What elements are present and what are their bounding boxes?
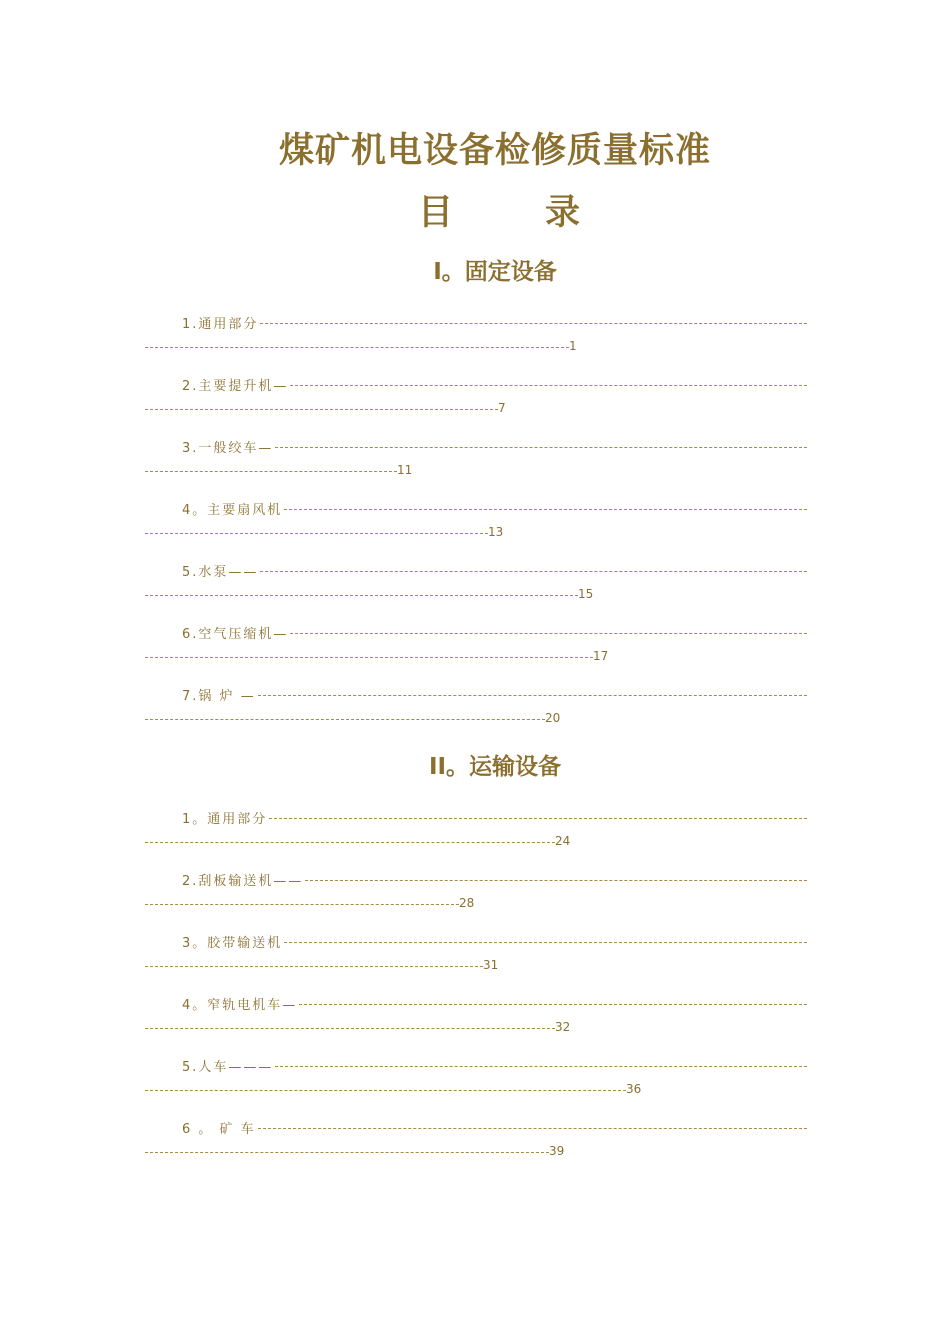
- toc-entry-page: 15: [578, 587, 594, 601]
- toc-entry[interactable]: [145, 311, 807, 361]
- toc-heading: [418, 190, 580, 236]
- dot-leader: [260, 571, 807, 572]
- dot-leader: [258, 1128, 807, 1129]
- toc-entry-label: 1.通用部分: [182, 316, 259, 332]
- toc-entry-label: 3。胶带输送机: [182, 935, 283, 951]
- toc-entry-label: 2.主要提升机—: [182, 378, 289, 394]
- dot-leader: [145, 347, 569, 348]
- dot-leader: [290, 633, 807, 634]
- dot-leader: [284, 942, 807, 943]
- toc-entry[interactable]: [145, 868, 807, 918]
- toc-entry[interactable]: [145, 806, 807, 856]
- dot-leader: [145, 1090, 626, 1091]
- toc-entry-page: 1: [569, 339, 577, 353]
- toc-entry-page: 13: [488, 525, 504, 539]
- dot-leader: [145, 657, 593, 658]
- dot-leader: [260, 323, 807, 324]
- dot-leader: [290, 385, 807, 386]
- toc-entry[interactable]: [145, 992, 807, 1042]
- toc-entry-label: 4。主要扇风机: [182, 502, 283, 518]
- toc-entry-page: 17: [593, 649, 609, 663]
- toc-entry-label: 5.人车———: [182, 1059, 274, 1075]
- dot-leader: [275, 1066, 807, 1067]
- toc-entry-page: 32: [555, 1020, 571, 1034]
- toc-entry[interactable]: [145, 1116, 807, 1166]
- section-title-transport-equipment: II。运输设备: [428, 754, 562, 780]
- toc-entry-label: 3.一般绞车—: [182, 440, 274, 456]
- toc-entry-label: 2.刮板输送机——: [182, 873, 304, 889]
- toc-entry-page: 20: [545, 711, 561, 725]
- toc-entry-label: 1。通用部分: [182, 811, 268, 827]
- dot-leader: [145, 533, 488, 534]
- dot-leader: [284, 509, 807, 510]
- toc-entry[interactable]: [145, 497, 807, 547]
- dot-leader: [299, 1004, 807, 1005]
- toc-entry-page: 36: [626, 1082, 642, 1096]
- toc-heading-char-1: 目: [418, 192, 454, 233]
- toc-entry-page: 31: [483, 958, 499, 972]
- section-title-fixed-equipment: I。固定设备: [433, 259, 557, 285]
- toc-entry[interactable]: [145, 683, 807, 733]
- toc-entry-page: 28: [459, 896, 475, 910]
- toc-entry-label: 7.锅 炉 —: [182, 688, 256, 704]
- toc-entry-page: 24: [555, 834, 571, 848]
- toc-entry-label: 5.水泵——: [182, 564, 259, 580]
- dot-leader: [145, 595, 578, 596]
- dot-leader: [258, 695, 807, 696]
- toc-entry-page: 39: [549, 1144, 565, 1158]
- dot-leader: [305, 880, 807, 881]
- toc-entry-label: 6.空气压缩机—: [182, 626, 289, 642]
- toc-entry[interactable]: [145, 930, 807, 980]
- toc-entry-page: 11: [397, 463, 413, 477]
- toc-entry[interactable]: [145, 373, 807, 423]
- dot-leader: [145, 1152, 549, 1153]
- toc-entry-label: 6 。 矿 车: [182, 1121, 256, 1137]
- dot-leader: [269, 818, 807, 819]
- toc-entry[interactable]: [145, 435, 807, 485]
- document-title: 煤矿机电设备检修质量标准: [278, 130, 711, 171]
- dot-leader: [145, 842, 555, 843]
- dot-leader: [145, 904, 459, 905]
- toc-entry[interactable]: [145, 621, 807, 671]
- toc-entry[interactable]: [145, 559, 807, 609]
- toc-entry[interactable]: [145, 1054, 807, 1104]
- toc-heading-char-2: 录: [544, 192, 580, 233]
- dot-leader: [145, 1028, 555, 1029]
- dot-leader: [145, 409, 498, 410]
- dot-leader: [145, 471, 397, 472]
- toc-entry-page: 7: [498, 401, 506, 415]
- dot-leader: [145, 966, 483, 967]
- dot-leader: [145, 719, 545, 720]
- toc-entry-label: 4。窄轨电机车—: [182, 997, 298, 1013]
- dot-leader: [275, 447, 807, 448]
